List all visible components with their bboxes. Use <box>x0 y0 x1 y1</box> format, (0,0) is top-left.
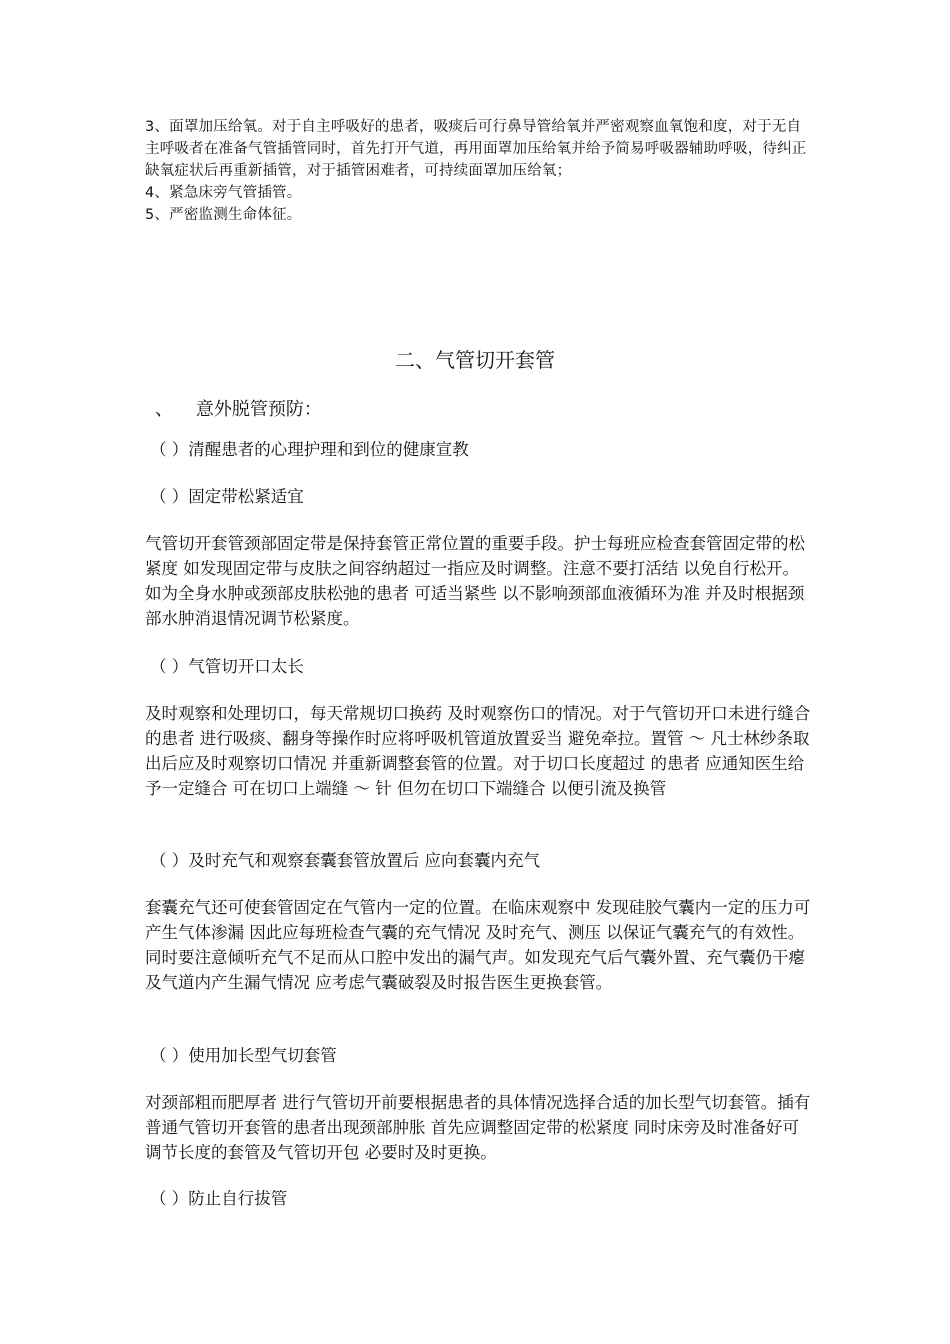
item-heading-3: （ ）气管切开口太长 <box>150 657 304 676</box>
step-3-paragraph: 3、面罩加压给氧。对于自主呼吸好的患者，吸痰后可行鼻导管给氧并严密观察血氧饱和度，对于无自主呼吸者在准备气管插管同时，首先打开气道，再用面罩加压给氧并给予简易呼吸器辅助呼吸，待纠正缺氧症状后再重新插管，对于插管困难者，可持续面罩加压给氧； <box>145 119 807 179</box>
item-body-2: 气管切开套管颈部固定带是保持套管正常位置的重要手段。护士每班应检查套管固定带的松紧度 如发现固定带与皮肤之间容纳超过一指应及时调整。注意不要打活结 以免自行松开。如为全身水肿或颈部皮肤松弛的患者 可适当紧些 以不影响颈部血液循环为准 并及时根据颈部水肿消退情况调节松紧度。 <box>145 534 805 628</box>
section-title: 二、气管切开套管 <box>395 348 555 372</box>
intro-steps <box>145 116 810 226</box>
sub-heading: 、 意外脱管预防： <box>155 399 322 420</box>
item-heading-2: （ ）固定带松紧适宜 <box>150 487 304 506</box>
item-heading-1: （ ）清醒患者的心理护理和到位的健康宣教 <box>150 440 469 459</box>
item-heading-4: （ ）及时充气和观察套囊套管放置后 应向套囊内充气 <box>150 851 540 870</box>
item-heading-5: （ ）使用加长型气切套管 <box>150 1046 337 1065</box>
item-body-5: 对颈部粗而肥厚者 进行气管切开前要根据患者的具体情况选择合适的加长型气切套管。插有普通气管切开套管的患者出现颈部肿胀 首先应调整固定带的松紧度 同时床旁及时准备好可调节长度的套管及气管切开包 必要时及时更换。 <box>145 1093 811 1162</box>
item-body-4: 套囊充气还可使套管固定在气管内一定的位置。在临床观察中 发现硅胶气囊内一定的压力可产生气体渗漏 因此应每班检查气囊的充气情况 及时充气、测压 以保证气囊充气的有效性。同时要注意倾听充气不足而从口腔中发出的漏气声。如发现充气后气囊外置、充气囊仍干瘪及气道内产生漏气情况 应考虑气囊破裂及时报告医生更换套管。 <box>145 898 811 992</box>
item-heading-6: （ ）防止自行拔管 <box>150 1189 288 1208</box>
step-5-paragraph: 5、严密监测生命体征。 <box>145 207 302 223</box>
step-4-paragraph: 4、紧急床旁气管插管。 <box>145 185 302 201</box>
item-body-3: 及时观察和处理切口，每天常规切口换药 及时观察伤口的情况。对于气管切开口未进行缝合的患者 进行吸痰、翻身等操作时应将呼吸机管道放置妥当 避免牵拉。置管 ～ 凡士林纱条取出后应及时观察切口情况 并重新调整套管的位置。对于切口长度超过 的患者 应通知医生给予一定缝合 可在切口上端缝 ～ 针 但勿在切口下端缝合 以便引流及换管 <box>145 704 811 798</box>
